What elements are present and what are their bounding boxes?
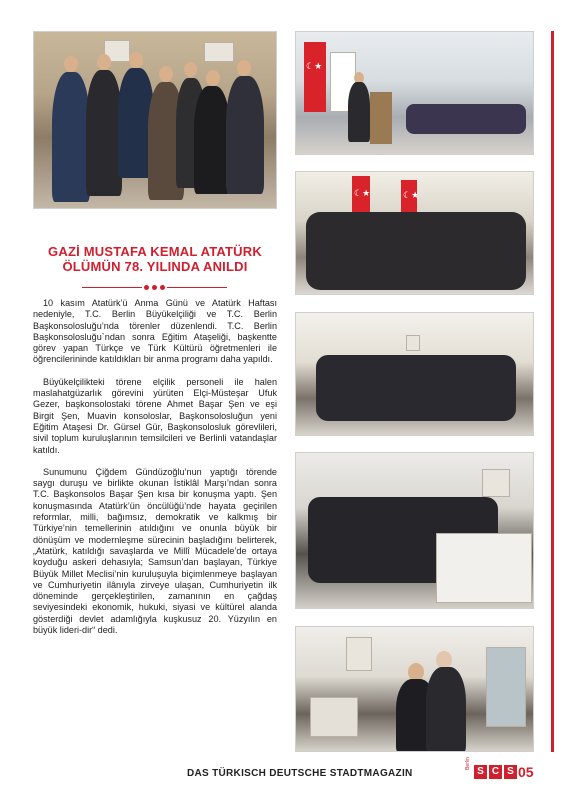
person-head bbox=[97, 54, 111, 70]
person bbox=[226, 76, 264, 194]
person bbox=[426, 667, 466, 752]
divider-dot bbox=[152, 285, 157, 290]
desk bbox=[436, 533, 532, 603]
accent-bar bbox=[551, 31, 554, 752]
person-head bbox=[159, 66, 173, 82]
turkish-flag bbox=[304, 42, 326, 112]
bookshelf bbox=[486, 647, 526, 727]
paragraph: Büyükelçilikteki törene elçilik personeli ile halen maslahatgüzarlık görevini yürüten Elçi-Müsteşar Ufuk Gezer, başkonsolostaki törene Ahmet Başar Şen ve eşi Birgit Şen, Muavin konsoloslar, Başkonsolosluğun yeni Eğitim Ataşesi Dr. Gürsel Gür, Başkonsolosluk görevlileri, sivil toplum kuruluşlarının temsilcileri ve Berlinli vatandaşlar katıldı. bbox=[33, 376, 277, 455]
person-head bbox=[64, 56, 78, 72]
headline-divider bbox=[82, 284, 227, 292]
person-head bbox=[206, 70, 220, 86]
memorial-table bbox=[310, 697, 358, 737]
photo-group-portrait bbox=[33, 31, 277, 209]
speaker bbox=[348, 82, 370, 142]
divider-line bbox=[167, 287, 227, 288]
logo-letter: C bbox=[489, 765, 502, 779]
group bbox=[306, 212, 526, 290]
person bbox=[52, 72, 90, 202]
page-number: 05 bbox=[518, 764, 534, 780]
photo-group-entrance bbox=[295, 452, 534, 609]
headline-line-2: ÖLÜMÜN 78. YILINDA ANILDI bbox=[62, 259, 248, 274]
wall-frame bbox=[204, 42, 234, 62]
magazine-logo bbox=[474, 765, 517, 779]
group bbox=[316, 355, 516, 421]
photo-consulate-group bbox=[295, 312, 534, 436]
person-head bbox=[237, 60, 251, 76]
portrait-frame bbox=[406, 335, 420, 351]
city-label: Berlin bbox=[465, 757, 471, 770]
divider-dot bbox=[144, 285, 149, 290]
person-head bbox=[184, 62, 197, 77]
divider-dot bbox=[160, 285, 165, 290]
logo-letter: S bbox=[474, 765, 487, 779]
logo-letter: S bbox=[504, 765, 517, 779]
article-headline bbox=[33, 244, 277, 274]
divider-line bbox=[82, 287, 142, 288]
person bbox=[86, 70, 122, 196]
person-head bbox=[129, 52, 143, 68]
page-footer bbox=[0, 757, 569, 800]
photo-couple-portrait bbox=[295, 626, 534, 752]
ataturk-portrait bbox=[346, 637, 372, 671]
paragraph: 10 kasım Atatürk’ü Anma Günü ve Atatürk Haftası nedeniyle, T.C. Berlin Büyükelçiliği ve T.C. Berlin Başkonsolosluğu’nda törenler düzenlendi. T.C. Berlin Başkonsolosluğu`ndan sonra Eğitim Ataşeliği, başkentte görev yapan Türkçe ve Türk Kültürü öğretmenleri ile öğrencilerininde katıldıkları bir anma programı daha yapıldı. bbox=[33, 298, 277, 365]
photo-group-with-flags bbox=[295, 171, 534, 295]
audience bbox=[406, 104, 526, 134]
portrait-frame bbox=[482, 469, 510, 497]
podium bbox=[370, 92, 392, 144]
article-body bbox=[33, 298, 277, 647]
person bbox=[194, 86, 230, 194]
paragraph: Sunumunu Çiğdem Gündüzoğlu’nun yaptığı törende saygı duruşu ve birlikte okunan İstiklâl Marşı’ndan sonra T.C. Başkonsolos Başar Şen kısa bir konuşma yaptı. Şen konuşmasında Atatürk’ün öncülüğü’nde hayata geçirilen reformlar, milli, bağımsız, demokratik ve kalkmış bir Türkiye’nin temellerinin atıldığını ve onunla büyük bir dönüşüm ve modernleşme sürecinin başladığını belirterek, „Atatürk, katıldığı savaşlarda ve Millî Mücadele’de ortaya koyduğu askeri dehasıyla; Samsun’dan başlayan, Türkiye Büyük Millet Meclisi’nin kuruluşuyla biçimlenmeye başlayan ve Cumhuriyetin ilânıyla zirveye ulaşan, Cumhuriyetin ilk döneminde gerçekleştirilen, zamanının en çağdaş seviyesindeki ekonomik, hukuki, siyasi ve kültürel alanda gösterdiği devlet adamlığıyla kuşkusuz 20. Yüzyılın en büyük lideri-dir“ dedi. bbox=[33, 466, 277, 636]
headline-line-1: GAZİ MUSTAFA KEMAL ATATÜRK bbox=[48, 244, 262, 259]
photo-speech-podium bbox=[295, 31, 534, 155]
magazine-name: DAS TÜRKISCH DEUTSCHE STADTMAGAZIN bbox=[187, 768, 413, 779]
